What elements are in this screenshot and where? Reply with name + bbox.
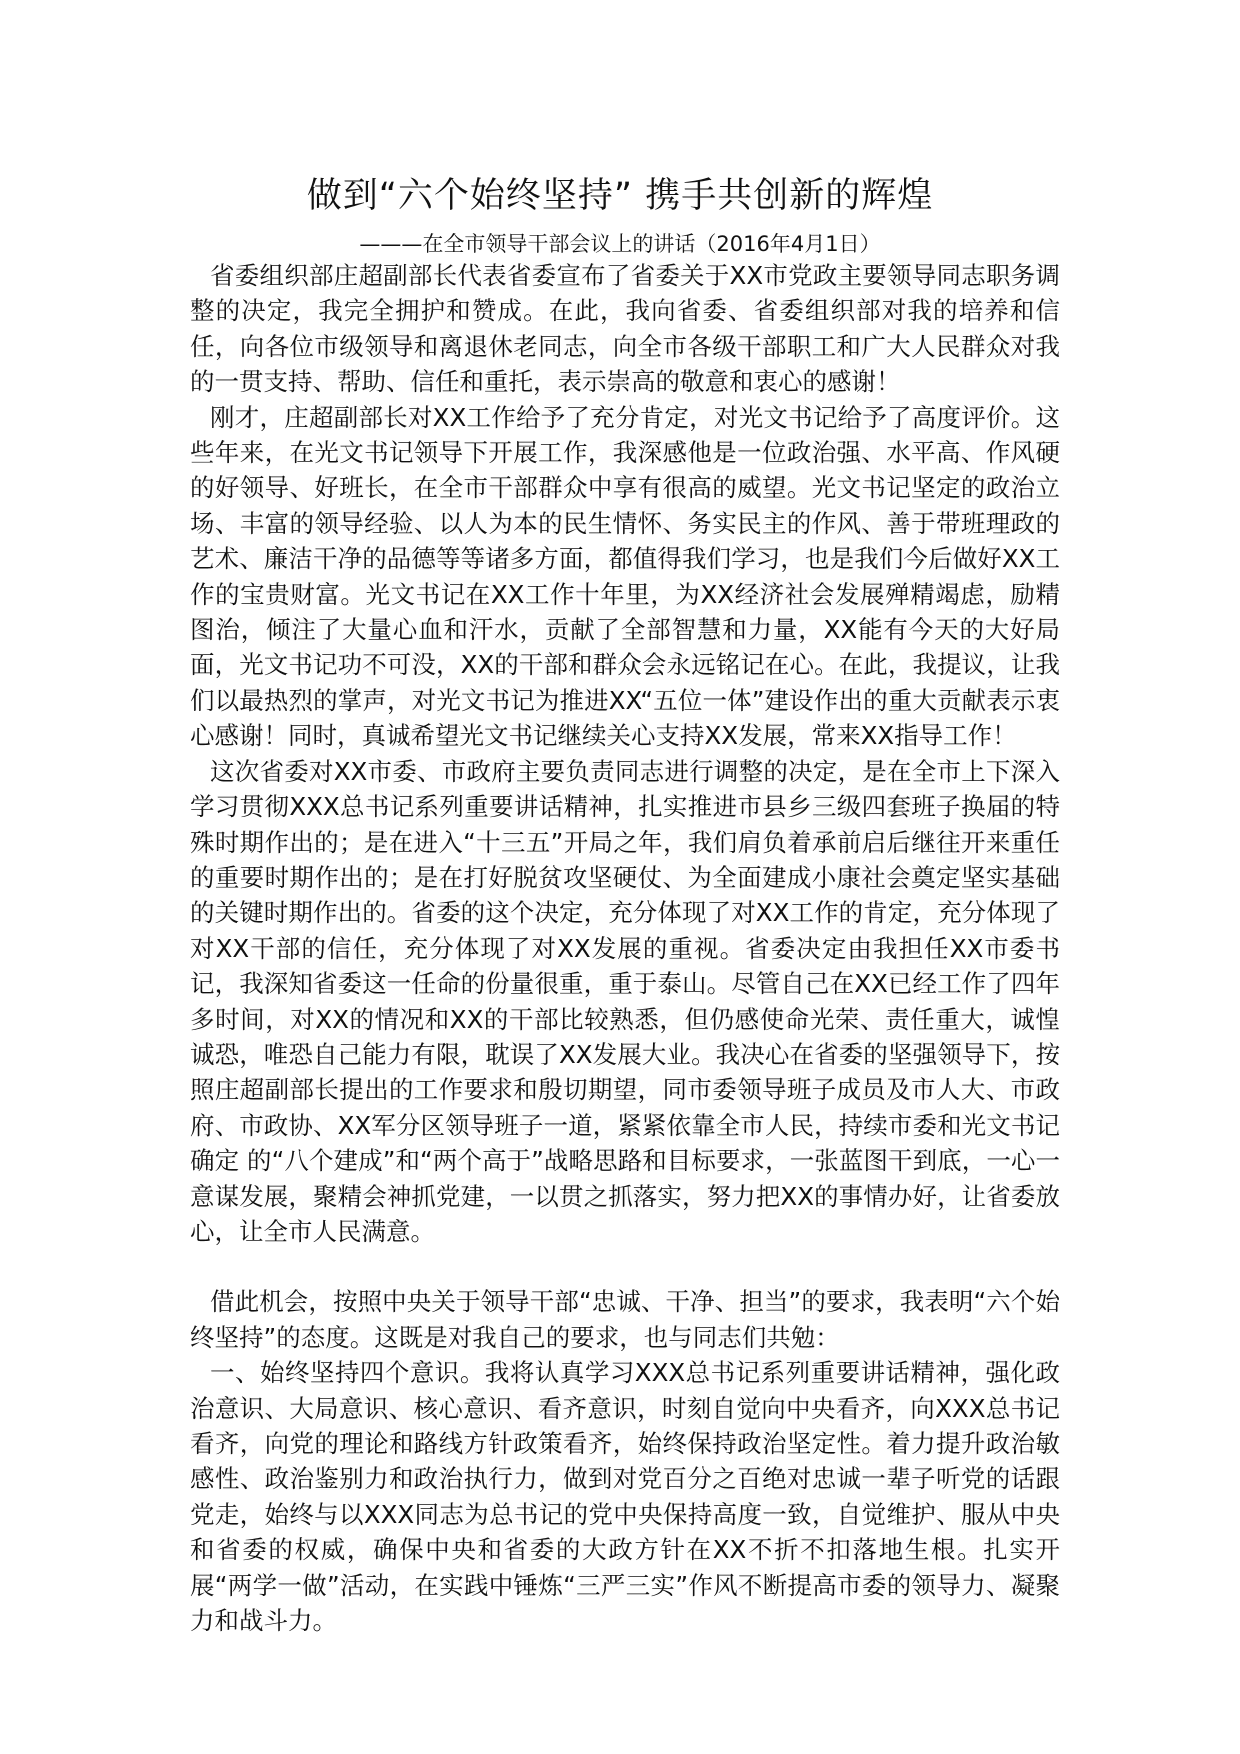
paragraph-2: 刚才，庄超副部长对XX工作给予了充分肯定，对光文书记给予了高度评价。这些年来，在光文书记领导下开展工作，我深感他是一位政治强、水平高、作风硬的好领导、好班长，在全市干部群众中享有很高的威望。光文书记坚定的政治立场、丰富的领导经验、以人为本的民生情怀、务实民主的作风、善于带班理政的艺术、廉洁干净的品德等等诸多方面，都值得我们学习，也是我们今后做好XX工作的宝贵财富。光文书记在XX工作十年里，为XX经济社会发展殚精竭虑，励精图治，倾注了大量心血和汗水，贡献了全部智慧和力量，XX能有今天的大好局面，光文书记功不可没，XX的干部和群众会永远铭记在心。在此，我提议，让我们以最热烈的掌声，对光文书记为推进XX“五位一体”建设作出的重大贡献表示衷心感谢！同时，真诚希望光文书记继续关心支持XX发展，常来XX指导工作！	[190, 402, 1060, 751]
paragraph-5: 一、始终坚持四个意识。我将认真学习XXX总书记系列重要讲话精神，强化政治意识、大局意识、核心意识、看齐意识，时刻自觉向中央看齐，向XXX总书记看齐，向党的理论和路线方针政策看齐，始终保持政治坚定性。着力提升政治敏感性、政治鉴别力和政治执行力，做到对党百分之百绝对忠诚一辈子听党的话跟党走，始终与以XXX同志为总书记的党中央保持高度一致，自觉维护、服从中央和省委的权威，确保中央和省委的大政方针在XX不折不扣落地生根。扎实开展“两学一做”活动，在实践中锤炼“三严三实”作风不断提高市委的领导力、凝聚力和战斗力。	[190, 1358, 1060, 1636]
paragraph-3: 这次省委对XX市委、市政府主要负责同志进行调整的决定，是在全市上下深入学习贯彻XXX总书记系列重要讲话精神，扎实推进市县乡三级四套班子换届的特殊时期作出的；是在进入“十三五”开局之年，我们肩负着承前启后继往开来重任的重要时期作出的；是在打好脱贫攻坚硬仗、为全面建成小康社会奠定坚实基础的关键时期作出的。省委的这个决定，充分体现了对XX工作的肯定，充分体现了对XX干部的信任，充分体现了对XX发展的重视。省委决定由我担任XX市委书记，我深知省委这一任命的份量很重，重于泰山。尽管自己在XX已经工作了四年多时间，对XX的情况和XX的干部比较熟悉，但仍感使命光荣、责任重大，诚惶诚恐，唯恐自己能力有限，耽误了XX发展大业。我决心在省委的坚强领导下，按照庄超副部长提出的工作要求和殷切期望，同市委领导班子成员及市人大、市政府、市政协、XX军分区领导班子一道，紧紧依靠全市人民，持续市委和光文书记确定 的“八个建成”和“两个高于”战略思路和目标要求，一张蓝图干到底，一心一意谋发展，聚精会神抓党建，一以贯之抓落实，努力把XX的事情办好，让省委放心，让全市人民满意。	[190, 756, 1060, 1246]
document-subtitle: ———在全市领导干部会议上的讲话（2016年4月1日）	[359, 232, 881, 256]
document-title: 做到“六个始终坚持” 携手共创新的辉煌	[306, 176, 934, 216]
paragraph-4: 借此机会，按照中央关于领导干部“忠诚、干净、担当”的要求，我表明“六个始终坚持”的态度。这既是对我自己的要求，也与同志们共勉：	[190, 1287, 1060, 1352]
document-body	[190, 258, 1060, 1638]
paragraph-1: 省委组织部庄超副部长代表省委宣布了省委关于XX市党政主要领导同志职务调整的决定，我完全拥护和赞成。在此，我向省委、省委组织部对我的培养和信任，向各位市级领导和离退休老同志，向全市各级干部职工和广大人民群众对我的一贯支持、帮助、信任和重托，表示崇高的敬意和衷心的感谢！	[190, 261, 1060, 397]
paragraph-gap	[190, 1249, 1060, 1284]
